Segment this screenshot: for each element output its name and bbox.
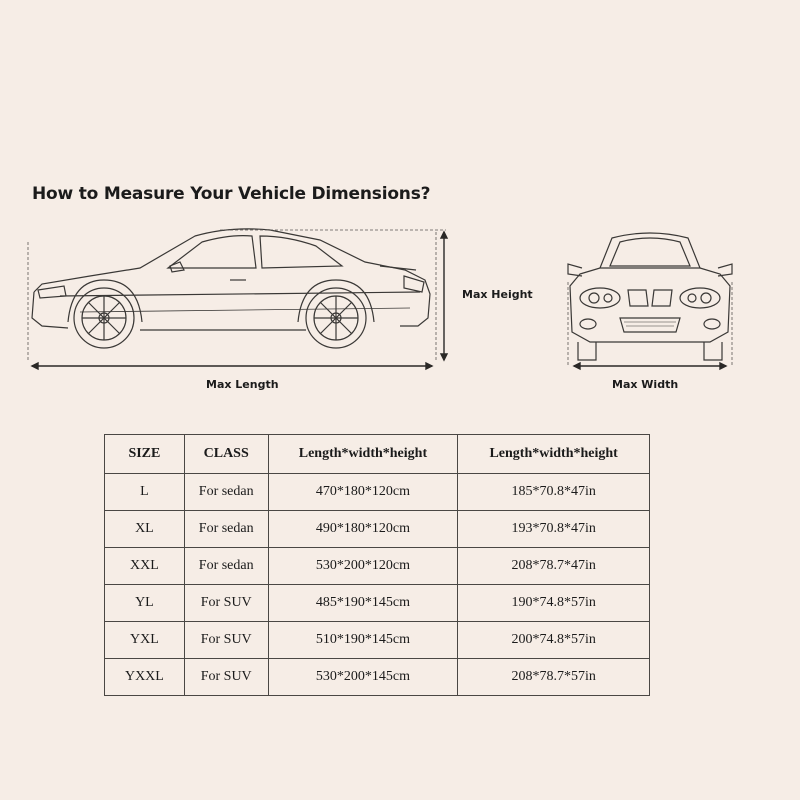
size-cell: L	[105, 474, 185, 511]
max-height-label: Max Height	[462, 288, 533, 301]
table-header-row	[105, 435, 650, 474]
class-cell: For SUV	[184, 622, 268, 659]
table-row	[105, 474, 650, 511]
size-cell: YXL	[105, 622, 185, 659]
size-table	[104, 434, 650, 696]
cm-cell: 530*200*145cm	[268, 659, 458, 696]
table-row	[105, 659, 650, 696]
front-view-car-illustration	[560, 222, 740, 372]
in-cell: 208*78.7*57in	[458, 659, 650, 696]
class-cell: For sedan	[184, 548, 268, 585]
size-cell: YXXL	[105, 659, 185, 696]
class-cell: For SUV	[184, 585, 268, 622]
cm-cell: 485*190*145cm	[268, 585, 458, 622]
class-cell: For sedan	[184, 474, 268, 511]
max-width-label: Max Width	[612, 378, 679, 391]
table-row	[105, 511, 650, 548]
class-cell: For sedan	[184, 511, 268, 548]
header-size: SIZE	[105, 435, 185, 474]
in-cell: 208*78.7*47in	[458, 548, 650, 585]
table-row	[105, 622, 650, 659]
size-cell: XL	[105, 511, 185, 548]
header-dimensions-cm: Length*width*height	[268, 435, 458, 474]
in-cell: 185*70.8*47in	[458, 474, 650, 511]
page-title: How to Measure Your Vehicle Dimensions?	[32, 184, 431, 204]
table-row	[105, 548, 650, 585]
in-cell: 200*74.8*57in	[458, 622, 650, 659]
cm-cell: 470*180*120cm	[268, 474, 458, 511]
class-cell: For SUV	[184, 659, 268, 696]
size-cell: XXL	[105, 548, 185, 585]
cm-cell: 530*200*120cm	[268, 548, 458, 585]
size-cell: YL	[105, 585, 185, 622]
max-length-label: Max Length	[206, 378, 279, 391]
cm-cell: 510*190*145cm	[268, 622, 458, 659]
in-cell: 190*74.8*57in	[458, 585, 650, 622]
header-class: CLASS	[184, 435, 268, 474]
in-cell: 193*70.8*47in	[458, 511, 650, 548]
side-view-car-illustration	[20, 222, 460, 372]
cm-cell: 490*180*120cm	[268, 511, 458, 548]
header-dimensions-in: Length*width*height	[458, 435, 650, 474]
table-row	[105, 585, 650, 622]
